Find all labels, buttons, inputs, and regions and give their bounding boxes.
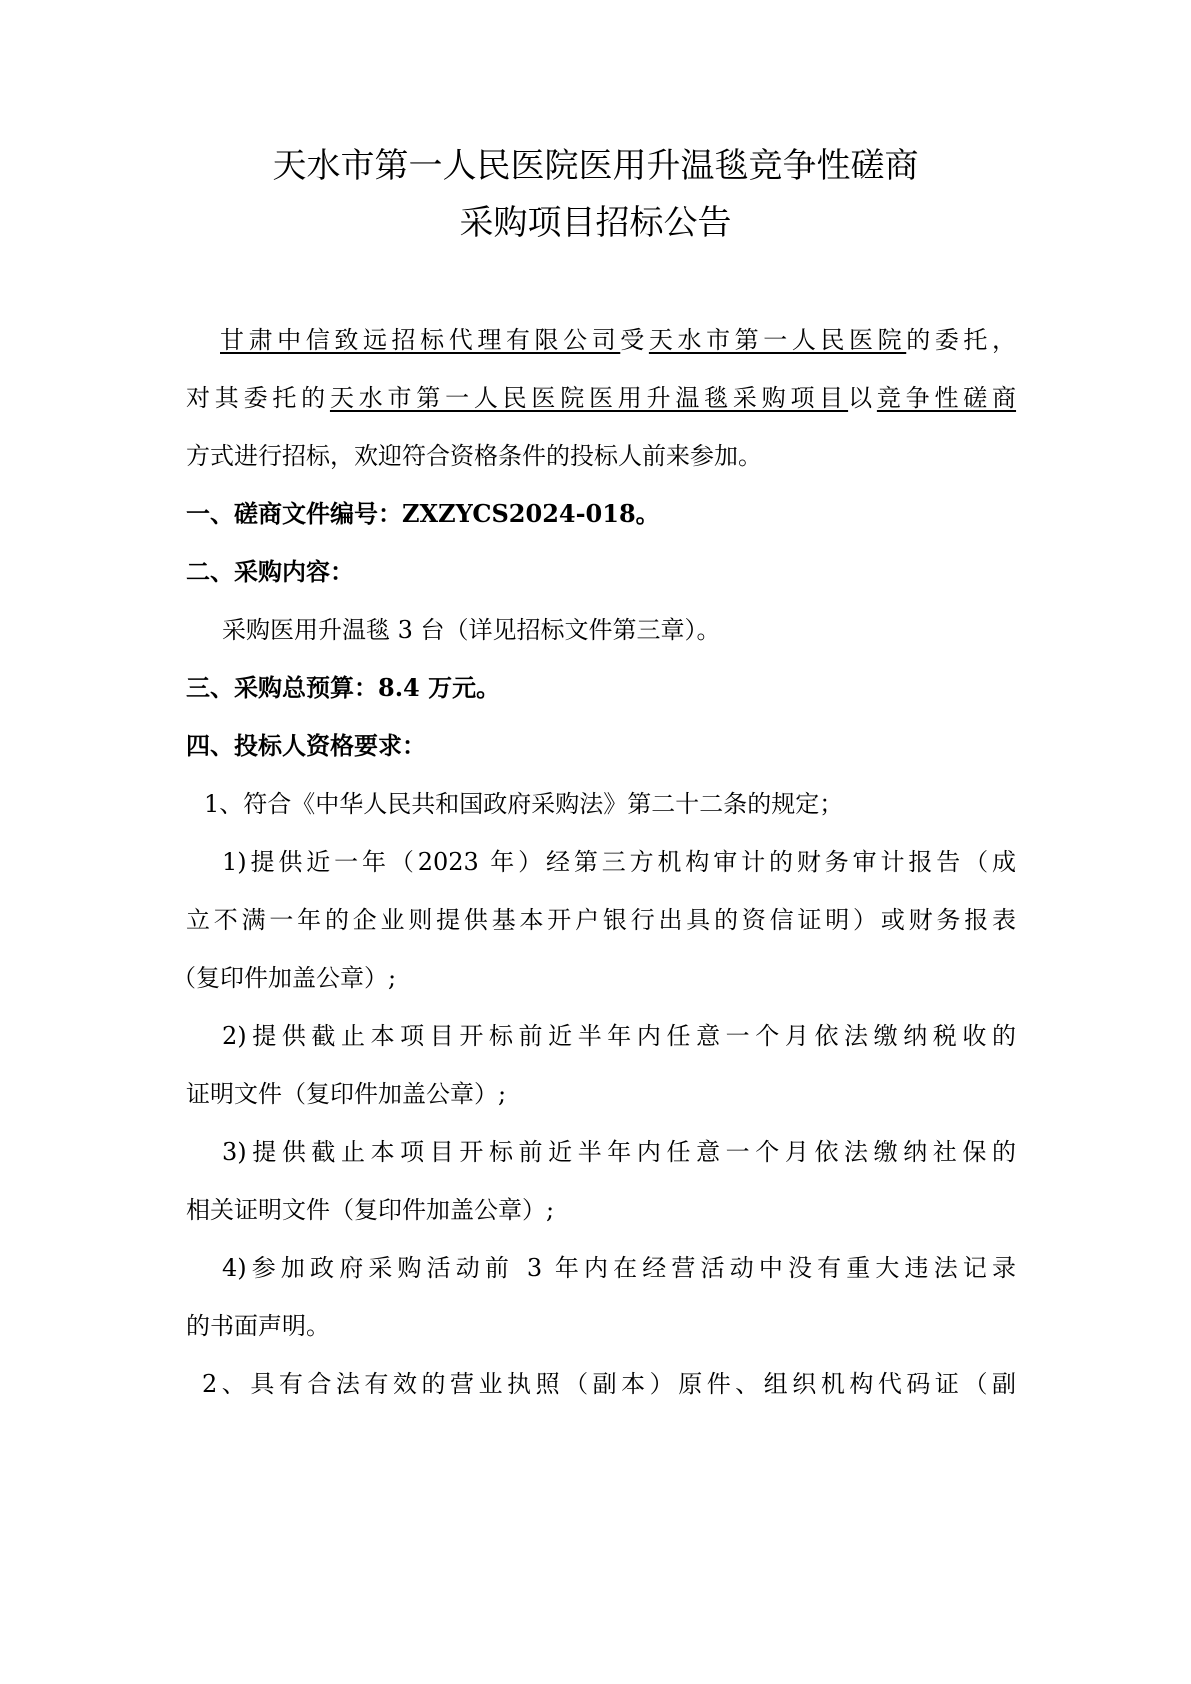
requirement-1-1-line-1: 1)提供近一年（2023 年）经第三方机构审计的财务审计报告（成 [222,848,1016,876]
project-name: 天水市第一人民医院医用升温毯采购项目 [329,384,849,412]
intro-text-1: 受 [620,326,649,354]
requirement-1-3-line-2: 相关证明文件（复印件加盖公章）; [186,1196,555,1224]
requirement-1-3-line-1: 3)提供截止本项目开标前近半年内任意一个月依法缴纳社保的 [222,1138,1016,1166]
requirement-1-4-line-1: 4)参加政府采购活动前 3 年内在经营活动中没有重大违法记录 [222,1254,1016,1282]
procurement-method: 竞争性磋商 [876,384,1017,412]
section-1-document-number: 一、磋商文件编号：ZXZYCS2024-018。 [186,499,660,528]
requirement-2: 2、具有合法有效的营业执照（副本）原件、组织机构代码证（副 [202,1370,1016,1398]
intro-line-3: 方式进行招标，欢迎符合资格条件的投标人前来参加。 [186,442,762,470]
section-3-budget: 三、采购总预算：8.4 万元。 [186,673,501,702]
section-2-heading: 二、采购内容： [186,557,354,586]
requirement-1-2-line-2: 证明文件（复印件加盖公章）; [186,1080,507,1108]
requirement-1-2-line-1: 2)提供截止本项目开标前近半年内任意一个月依法缴纳税收的 [222,1022,1016,1050]
title-line-2: 采购项目招标公告 [459,203,732,243]
intro-text-3: 对其委托的 [186,384,330,412]
requirement-1-4-line-2: 的书面声明。 [186,1312,330,1340]
section-2-body: 采购医用升温毯 3 台（详见招标文件第三章）。 [222,616,721,644]
agency-name: 甘肃中信致远招标代理有限公司 [220,326,621,354]
client-name: 天水市第一人民医院 [648,326,907,354]
intro-line-2 [186,382,1016,414]
intro-line-1 [220,324,1016,356]
section-4-heading: 四、投标人资格要求： [186,731,426,760]
title-line-1: 天水市第一人民医院医用升温毯竞争性磋商 [272,146,919,186]
intro-text-2: 的委托， [906,326,1017,354]
requirement-1-1-line-3: （复印件加盖公章）; [172,964,397,992]
requirement-1: 1、符合《中华人民共和国政府采购法》第二十二条的规定； [204,790,844,818]
requirement-1-1-line-2: 立不满一年的企业则提供基本开户银行出具的资信证明）或财务报表 [186,906,1016,934]
intro-text-4: 以 [848,384,877,412]
